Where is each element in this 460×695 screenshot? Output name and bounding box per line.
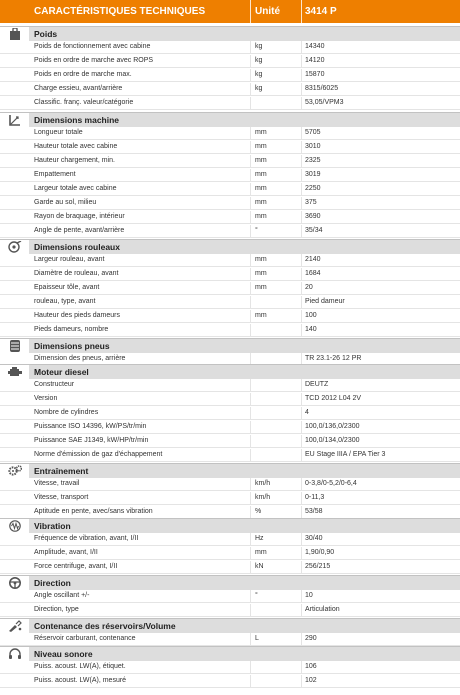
engine-icon bbox=[0, 365, 29, 379]
spec-value: 3019 bbox=[305, 171, 321, 178]
spec-value: 0-11,3 bbox=[305, 494, 325, 501]
spec-label: Angle oscillant +/- bbox=[34, 592, 90, 599]
section-title: Poids bbox=[34, 29, 58, 39]
column-divider bbox=[301, 225, 302, 237]
column-divider bbox=[250, 55, 251, 67]
table-row bbox=[0, 324, 460, 337]
header-divider bbox=[301, 0, 302, 23]
spec-unit: ° bbox=[255, 592, 258, 599]
spec-label: Empattement bbox=[34, 171, 76, 178]
column-divider bbox=[250, 41, 251, 53]
spec-unit: kg bbox=[255, 71, 263, 78]
column-divider bbox=[301, 435, 302, 447]
weight-icon bbox=[0, 27, 29, 41]
spec-value: 256/215 bbox=[305, 563, 331, 570]
section-title: Dimensions machine bbox=[34, 115, 120, 125]
spec-label: Garde au sol, milieu bbox=[34, 199, 97, 206]
drum-icon bbox=[0, 240, 29, 254]
column-divider bbox=[301, 55, 302, 67]
column-divider bbox=[250, 533, 251, 545]
section-header-dimensions-pneus bbox=[0, 338, 460, 353]
table-row bbox=[0, 675, 460, 688]
spec-label: Poids de fonctionnement avec cabine bbox=[34, 43, 151, 50]
spec-label: Longueur totale bbox=[34, 129, 83, 136]
section-header-vibration bbox=[0, 518, 460, 533]
column-divider bbox=[301, 533, 302, 545]
ruler-angle-icon bbox=[0, 113, 29, 127]
spec-label: Poids en ordre de marche max. bbox=[34, 71, 132, 78]
column-divider bbox=[250, 310, 251, 322]
spec-label: Hauteur totale avec cabine bbox=[34, 143, 118, 150]
table-row bbox=[0, 379, 460, 392]
table-row bbox=[0, 421, 460, 434]
spec-value: 0-3,8/0-5,2/0-6,4 bbox=[305, 480, 357, 487]
column-divider bbox=[250, 675, 251, 687]
spec-unit: mm bbox=[255, 199, 267, 206]
spec-value: 2325 bbox=[305, 157, 321, 164]
spec-label: Version bbox=[34, 395, 58, 402]
header-unit: Unité bbox=[255, 6, 280, 17]
column-divider bbox=[250, 379, 251, 391]
section-header-dimensions-rouleaux bbox=[0, 239, 460, 254]
column-divider bbox=[250, 561, 251, 573]
spec-label: Diamètre de rouleau, avant bbox=[34, 270, 119, 277]
spec-label: Largeur rouleau, avant bbox=[34, 256, 105, 263]
spec-value: DEUTZ bbox=[305, 381, 329, 388]
spec-unit: mm bbox=[255, 256, 267, 263]
section-header-poids bbox=[0, 26, 460, 41]
tire-icon bbox=[0, 339, 29, 353]
column-divider bbox=[301, 492, 302, 504]
spec-value: 1684 bbox=[305, 270, 321, 277]
spec-value: 10 bbox=[305, 592, 313, 599]
spec-value: 100 bbox=[305, 312, 317, 319]
spec-label: Hauteur des pieds dameurs bbox=[34, 312, 120, 319]
column-divider bbox=[301, 561, 302, 573]
spec-label: Classific. franç. valeur/catégorie bbox=[34, 99, 134, 106]
spec-value: 100,0/136,0/2300 bbox=[305, 423, 360, 430]
column-divider bbox=[250, 268, 251, 280]
table-row bbox=[0, 604, 460, 617]
section-title: Dimensions pneus bbox=[34, 341, 110, 351]
spec-label: Constructeur bbox=[34, 381, 75, 388]
table-row bbox=[0, 547, 460, 560]
spec-value: 375 bbox=[305, 199, 317, 206]
spec-value: EU Stage IIIA / EPA Tier 3 bbox=[305, 451, 386, 458]
table-row bbox=[0, 449, 460, 462]
column-divider bbox=[301, 282, 302, 294]
column-divider bbox=[250, 197, 251, 209]
column-divider bbox=[301, 268, 302, 280]
spec-unit: mm bbox=[255, 213, 267, 220]
table-row bbox=[0, 407, 460, 420]
spec-label: Vitesse, travail bbox=[34, 480, 80, 487]
column-divider bbox=[301, 169, 302, 181]
column-divider bbox=[250, 282, 251, 294]
spec-label: Poids en ordre de marche avec ROPS bbox=[34, 57, 154, 64]
spec-value: 20 bbox=[305, 284, 313, 291]
spec-label: Dimension des pneus, arrière bbox=[34, 355, 126, 362]
spec-value: 15870 bbox=[305, 71, 325, 78]
spec-label: Puiss. acoust. LW(A), mesuré bbox=[34, 677, 127, 684]
table-row bbox=[0, 492, 460, 505]
column-divider bbox=[250, 478, 251, 490]
table-row bbox=[0, 83, 460, 96]
column-divider bbox=[301, 407, 302, 419]
spec-label: Angle de pente, avant/arrière bbox=[34, 227, 125, 234]
section-title: Contenance des réservoirs/Volume bbox=[34, 621, 176, 631]
spec-unit: kN bbox=[255, 563, 264, 570]
section-header-entrainement bbox=[0, 463, 460, 478]
spec-value: 2140 bbox=[305, 256, 321, 263]
table-row bbox=[0, 268, 460, 281]
column-divider bbox=[250, 97, 251, 109]
column-divider bbox=[250, 324, 251, 336]
column-divider bbox=[250, 211, 251, 223]
column-divider bbox=[301, 183, 302, 195]
spec-label: Aptitude en pente, avec/sans vibration bbox=[34, 508, 153, 515]
spec-label: Largeur totale avec cabine bbox=[34, 185, 117, 192]
column-divider bbox=[250, 506, 251, 518]
spec-value: 53/58 bbox=[305, 508, 323, 515]
column-divider bbox=[250, 590, 251, 602]
column-divider bbox=[250, 225, 251, 237]
spec-value: 30/40 bbox=[305, 535, 323, 542]
spec-label: Puissance ISO 14396, kW/PS/tr/min bbox=[34, 423, 147, 430]
table-row bbox=[0, 155, 460, 168]
column-divider bbox=[250, 661, 251, 673]
table-row bbox=[0, 254, 460, 267]
column-divider bbox=[250, 69, 251, 81]
column-divider bbox=[301, 296, 302, 308]
spec-unit: L bbox=[255, 635, 259, 642]
column-divider bbox=[301, 211, 302, 223]
column-divider bbox=[301, 421, 302, 433]
spec-label: Hauteur chargement, min. bbox=[34, 157, 115, 164]
spec-value: 106 bbox=[305, 663, 317, 670]
spec-unit: mm bbox=[255, 171, 267, 178]
column-divider bbox=[301, 547, 302, 559]
column-divider bbox=[301, 590, 302, 602]
table-row bbox=[0, 282, 460, 295]
spec-label: Puiss. acoust. LW(A), étiquet. bbox=[34, 663, 126, 670]
table-row bbox=[0, 69, 460, 82]
table-row bbox=[0, 169, 460, 182]
column-divider bbox=[250, 421, 251, 433]
table-row bbox=[0, 127, 460, 140]
spec-label: Vitesse, transport bbox=[34, 494, 89, 501]
column-divider bbox=[301, 97, 302, 109]
spec-label: Pieds dameurs, nombre bbox=[34, 326, 109, 333]
column-divider bbox=[250, 155, 251, 167]
spec-label: Direction, type bbox=[34, 606, 79, 613]
spec-value: 35/34 bbox=[305, 227, 323, 234]
spec-value: 140 bbox=[305, 326, 317, 333]
column-divider bbox=[301, 155, 302, 167]
spec-unit: mm bbox=[255, 312, 267, 319]
table-row bbox=[0, 561, 460, 574]
table-row bbox=[0, 478, 460, 491]
header-characteristics: CARACTÉRISTIQUES TECHNIQUES bbox=[34, 6, 206, 17]
spec-unit: kg bbox=[255, 85, 263, 92]
column-divider bbox=[301, 478, 302, 490]
spec-value: TR 23.1-26 12 PR bbox=[305, 355, 362, 362]
spec-unit: mm bbox=[255, 549, 267, 556]
table-row bbox=[0, 661, 460, 674]
column-divider bbox=[301, 506, 302, 518]
spec-label: Puissance SAE J1349, kW/HP/tr/min bbox=[34, 437, 149, 444]
spec-unit: km/h bbox=[255, 494, 271, 501]
spec-value: 14120 bbox=[305, 57, 325, 64]
spec-value: 102 bbox=[305, 677, 317, 684]
column-divider bbox=[301, 310, 302, 322]
column-divider bbox=[250, 547, 251, 559]
spec-unit: mm bbox=[255, 185, 267, 192]
column-divider bbox=[301, 449, 302, 461]
spec-unit: kg bbox=[255, 57, 263, 64]
column-divider bbox=[250, 449, 251, 461]
column-divider bbox=[301, 379, 302, 391]
section-header-dimensions-machine bbox=[0, 112, 460, 127]
spec-value: Pied dameur bbox=[305, 298, 345, 305]
spec-value: 100,0/134,0/2300 bbox=[305, 437, 360, 444]
spec-value: 5705 bbox=[305, 129, 321, 136]
table-row bbox=[0, 141, 460, 154]
spec-unit: ° bbox=[255, 227, 258, 234]
spec-label: Réservoir carburant, contenance bbox=[34, 635, 136, 642]
spec-value: 2250 bbox=[305, 185, 321, 192]
column-divider bbox=[250, 254, 251, 266]
table-row bbox=[0, 310, 460, 323]
spec-value: 53,05/VPM3 bbox=[305, 99, 344, 106]
spec-unit: mm bbox=[255, 157, 267, 164]
table-row bbox=[0, 41, 460, 54]
column-divider bbox=[301, 41, 302, 53]
table-row bbox=[0, 97, 460, 110]
column-divider bbox=[250, 183, 251, 195]
column-divider bbox=[250, 633, 251, 645]
column-divider bbox=[250, 141, 251, 153]
column-divider bbox=[301, 393, 302, 405]
column-divider bbox=[301, 254, 302, 266]
section-title: Moteur diesel bbox=[34, 367, 89, 377]
spec-unit: mm bbox=[255, 270, 267, 277]
section-header-reservoirs bbox=[0, 618, 460, 633]
spec-label: Amplitude, avant, I/II bbox=[34, 549, 98, 556]
table-row bbox=[0, 633, 460, 646]
column-divider bbox=[301, 83, 302, 95]
column-divider bbox=[250, 296, 251, 308]
column-divider bbox=[250, 492, 251, 504]
column-divider bbox=[301, 197, 302, 209]
spec-unit: % bbox=[255, 508, 262, 515]
spec-unit: mm bbox=[255, 129, 267, 136]
spec-label: Charge essieu, avant/arrière bbox=[34, 85, 123, 92]
spec-label: Norme d'émission de gaz d'échappement bbox=[34, 451, 163, 458]
section-header-direction bbox=[0, 575, 460, 590]
spec-value: 3690 bbox=[305, 213, 321, 220]
column-divider bbox=[250, 83, 251, 95]
table-row bbox=[0, 225, 460, 238]
spec-unit: mm bbox=[255, 284, 267, 291]
table-row bbox=[0, 197, 460, 210]
spec-label: Epaisseur tôle, avant bbox=[34, 284, 100, 291]
column-divider bbox=[301, 127, 302, 139]
section-title: Vibration bbox=[34, 521, 71, 531]
section-title: Entraînement bbox=[34, 466, 89, 476]
column-divider bbox=[250, 127, 251, 139]
table-row bbox=[0, 590, 460, 603]
column-divider bbox=[250, 169, 251, 181]
column-divider bbox=[301, 633, 302, 645]
table-row bbox=[0, 435, 460, 448]
header-model: 3414 P bbox=[305, 6, 337, 17]
spec-value: 1,90/0,90 bbox=[305, 549, 335, 556]
headphones-icon bbox=[0, 647, 29, 661]
spec-unit: kg bbox=[255, 43, 263, 50]
spec-value: 14340 bbox=[305, 43, 325, 50]
spec-value: 8315/6025 bbox=[305, 85, 339, 92]
column-divider bbox=[301, 661, 302, 673]
table-row bbox=[0, 211, 460, 224]
table-header bbox=[0, 0, 460, 23]
table-row bbox=[0, 55, 460, 68]
header-divider bbox=[250, 0, 251, 23]
gears-icon bbox=[0, 464, 29, 478]
section-title: Niveau sonore bbox=[34, 649, 93, 659]
section-title: Direction bbox=[34, 578, 71, 588]
column-divider bbox=[250, 407, 251, 419]
spec-unit: Hz bbox=[255, 535, 264, 542]
fuel-pump-icon bbox=[0, 619, 29, 633]
spec-value: 290 bbox=[305, 635, 317, 642]
spec-label: Rayon de braquage, intérieur bbox=[34, 213, 125, 220]
spec-value: 3010 bbox=[305, 143, 321, 150]
column-divider bbox=[301, 675, 302, 687]
spec-label: Nombre de cylindres bbox=[34, 409, 99, 416]
section-header-moteur bbox=[0, 364, 460, 379]
spec-label: Force centrifuge, avant, I/II bbox=[34, 563, 118, 570]
column-divider bbox=[250, 604, 251, 616]
steering-wheel-icon bbox=[0, 576, 29, 590]
section-title: Dimensions rouleaux bbox=[34, 242, 120, 252]
spec-label: rouleau, type, avant bbox=[34, 298, 96, 305]
table-row bbox=[0, 533, 460, 546]
table-row bbox=[0, 393, 460, 406]
column-divider bbox=[301, 141, 302, 153]
spec-unit: km/h bbox=[255, 480, 271, 487]
column-divider bbox=[301, 324, 302, 336]
column-divider bbox=[301, 69, 302, 81]
spec-unit: mm bbox=[255, 143, 267, 150]
spec-value: 4 bbox=[305, 409, 309, 416]
spec-value: TCD 2012 L04 2V bbox=[305, 395, 362, 402]
column-divider bbox=[301, 604, 302, 616]
table-row bbox=[0, 183, 460, 196]
spec-label: Fréquence de vibration, avant, I/II bbox=[34, 535, 139, 542]
column-divider bbox=[250, 435, 251, 447]
vibration-icon bbox=[0, 519, 29, 533]
spec-value: Articulation bbox=[305, 606, 340, 613]
section-header-niveau-sonore bbox=[0, 646, 460, 661]
column-divider bbox=[250, 393, 251, 405]
table-row bbox=[0, 296, 460, 309]
